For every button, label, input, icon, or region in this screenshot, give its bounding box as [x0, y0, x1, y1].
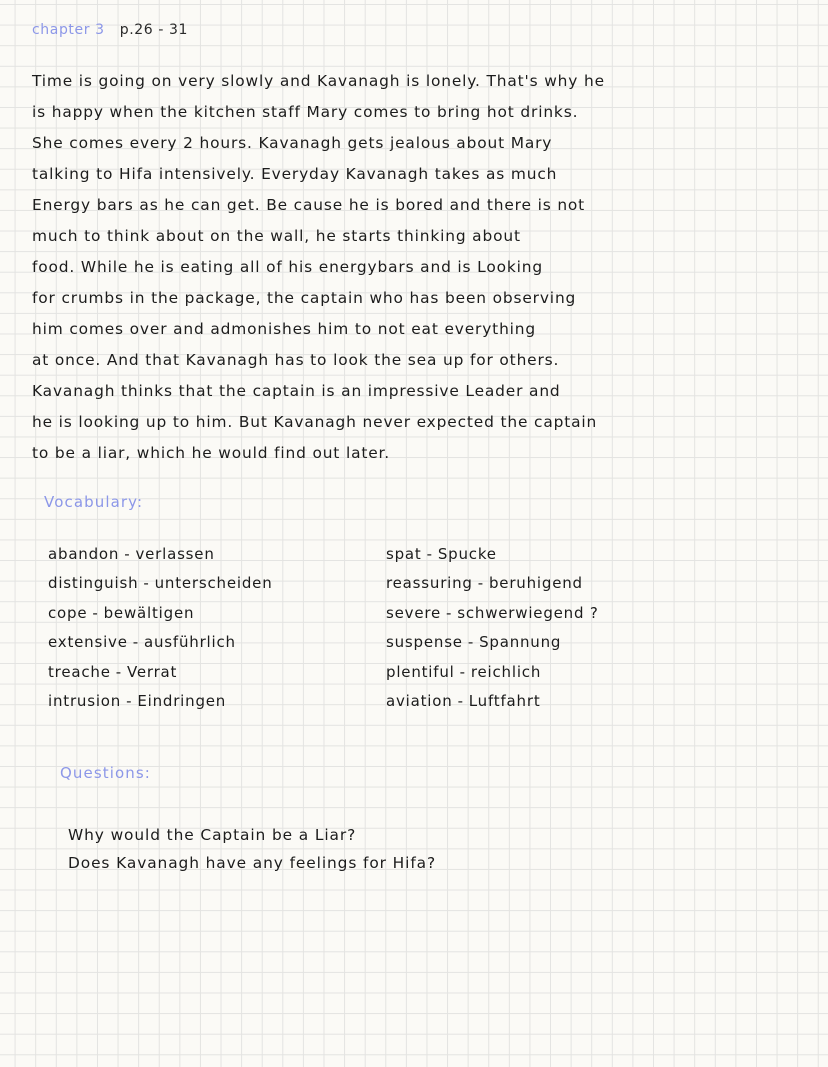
summary-line: Kavanagh thinks that the captain is an impressive Leader and [32, 382, 561, 400]
summary-line: at once. And that Kavanagh has to look the sea up for others. [32, 351, 560, 369]
vocab-term: suspense [386, 633, 463, 652]
vocabulary-item [386, 658, 599, 687]
vocabulary-list-right [386, 540, 599, 716]
summary-line: She comes every 2 hours. Kavanagh gets jealous about Mary [32, 134, 553, 152]
vocab-translation: Eindringen [137, 691, 227, 710]
vocab-term: plentiful [386, 662, 455, 681]
vocab-separator: - [426, 545, 433, 563]
vocab-translation: beruhigend [488, 574, 583, 593]
summary-line: Energy bars as he can get. Be cause he is bored and there is not [32, 196, 586, 214]
vocab-term: cope [48, 603, 88, 622]
vocab-separator: - [143, 574, 150, 593]
vocab-translation: verlassen [135, 545, 215, 563]
vocab-translation: Verrat [126, 662, 178, 681]
vocabulary-heading: Vocabulary: [44, 493, 144, 511]
vocab-term: aviation [386, 691, 453, 710]
summary-line: Time is going on very slowly and Kavanagh is lonely. That's why he [32, 72, 605, 90]
vocab-translation: Luftfahrt [468, 691, 541, 710]
vocab-translation: schwerwiegend ? [457, 603, 599, 622]
vocab-translation: reichlich [470, 662, 542, 681]
vocab-separator: - [477, 574, 484, 593]
vocab-separator: - [446, 603, 453, 622]
summary-line: much to think about on the wall, he starts thinking about [32, 227, 521, 245]
vocab-term: treache [48, 662, 111, 681]
vocab-separator: - [115, 662, 122, 681]
vocabulary-item [48, 540, 273, 569]
vocab-term: spat [386, 545, 422, 563]
vocabulary-item [386, 628, 599, 657]
vocabulary-item [48, 658, 273, 687]
vocabulary-item [48, 569, 273, 598]
summary-line: for crumbs in the package, the captain who has been observing [32, 289, 577, 307]
vocab-separator: - [126, 691, 133, 710]
vocabulary-item [386, 687, 599, 716]
vocab-translation: ausführlich [143, 633, 236, 652]
vocab-term: intrusion [48, 691, 122, 710]
chapter-header [32, 22, 188, 38]
summary-line: food. While he is eating all of his energybars and is Looking [32, 258, 543, 276]
vocabulary-item [386, 599, 599, 628]
vocabulary-item [386, 569, 599, 598]
page-range: p.26 - 31 [119, 22, 189, 38]
question-item: Does Kavanagh have any feelings for Hifa? [68, 854, 437, 872]
chapter-summary [32, 66, 812, 469]
vocab-term: reassuring [386, 574, 473, 593]
summary-line: him comes over and admonishes him to not eat everything [32, 320, 537, 338]
question-item: Why would the Captain be a Liar? [68, 826, 357, 844]
vocab-term: extensive [48, 633, 128, 652]
vocab-translation: unterscheiden [154, 574, 273, 593]
summary-line: is happy when the kitchen staff Mary comes to bring hot drinks. [32, 103, 579, 121]
questions-heading: Questions: [60, 764, 151, 782]
vocabulary-item [48, 687, 273, 716]
vocab-separator: - [467, 633, 475, 652]
vocabulary-item [48, 599, 273, 628]
questions-list [68, 821, 436, 877]
vocab-term: severe [386, 603, 442, 622]
chapter-label: chapter 3 [32, 22, 105, 38]
vocabulary-item [386, 540, 599, 569]
vocab-separator: - [459, 662, 466, 681]
vocabulary-item [48, 628, 273, 657]
vocab-translation: Spannung [479, 633, 562, 652]
vocab-term: abandon [48, 545, 120, 563]
vocab-separator: - [92, 603, 99, 622]
summary-line: to be a liar, which he would find out later. [32, 444, 391, 462]
summary-line: he is looking up to him. But Kavanagh never expected the captain [32, 413, 598, 431]
summary-line: talking to Hifa intensively. Everyday Kavanagh takes as much [32, 165, 558, 183]
vocabulary-list-left [48, 540, 273, 716]
vocab-term: distinguish [48, 574, 139, 593]
vocab-translation: bewältigen [103, 603, 195, 622]
vocab-translation: Spucke [437, 545, 497, 563]
vocab-separator: - [132, 633, 139, 652]
vocab-separator: - [124, 545, 131, 563]
vocab-separator: - [457, 691, 464, 710]
